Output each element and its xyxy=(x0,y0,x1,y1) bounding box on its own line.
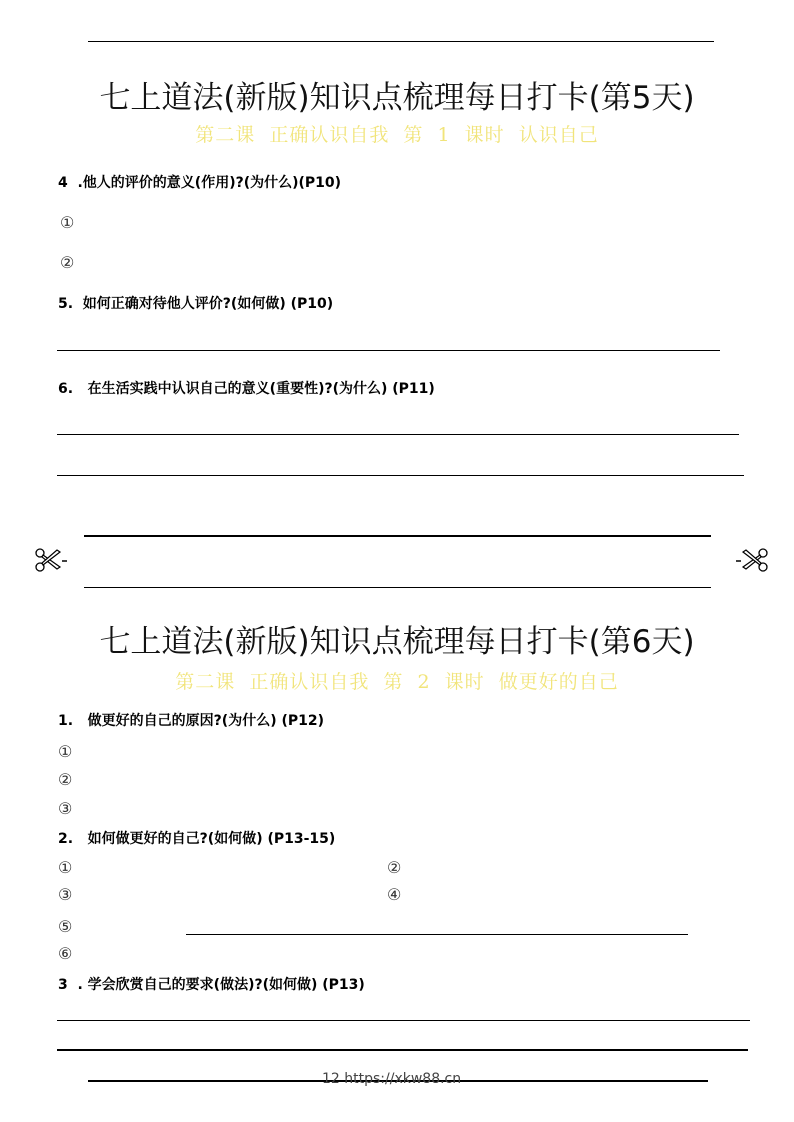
day6-subtitle: 第二课 正确认识自我 第 2 课时 做更好的自己 xyxy=(175,671,619,693)
day5-question-5: 5. 如何正确对待他人评价?(如何做) (P10) xyxy=(58,296,334,312)
day6-q1-item-1: ① xyxy=(58,742,73,761)
answer-line[interactable] xyxy=(186,934,688,935)
day6-title: 七上道法(新版)知识点梳理每日打卡(第6天) xyxy=(99,624,695,660)
day6-question-3: 3 . 学会欣赏自己的要求(做法)?(如何做) (P13) xyxy=(58,977,365,993)
day5-title: 七上道法(新版)知识点梳理每日打卡(第5天) xyxy=(99,80,695,116)
day6-q2-item-5: ⑤ xyxy=(58,917,73,936)
day6-q1-item-2: ② xyxy=(58,770,73,789)
answer-line[interactable] xyxy=(57,475,744,476)
day6-q2-item-1: ① xyxy=(58,858,73,877)
day6-q1-item-3: ③ xyxy=(58,799,73,818)
day6-q2-item-3: ③ xyxy=(58,885,73,904)
top-rule xyxy=(88,41,714,42)
cut-line-bottom xyxy=(84,587,711,588)
scissors-icon xyxy=(34,545,68,575)
answer-line[interactable] xyxy=(57,434,739,435)
answer-line[interactable] xyxy=(57,350,720,351)
day5-question-6: 6. 在生活实践中认识自己的意义(重要性)?(为什么) (P11) xyxy=(58,381,435,397)
day6-q2-item-6: ⑥ xyxy=(58,944,73,963)
day6-question-1: 1. 做更好的自己的原因?(为什么) (P12) xyxy=(58,713,325,729)
day5-question-4: 4 .他人的评价的意义(作用)?(为什么)(P10) xyxy=(58,175,342,191)
day6-q2-item-4: ④ xyxy=(387,885,402,904)
answer-line[interactable] xyxy=(57,1020,750,1021)
day5-q4-item-2: ② xyxy=(60,253,75,272)
page-footer: 12 https://xkw88.cn xyxy=(322,1071,462,1087)
answer-line[interactable] xyxy=(57,1049,748,1051)
day5-q4-item-1: ① xyxy=(60,213,75,232)
scissors-icon xyxy=(735,545,769,575)
cut-line-top xyxy=(84,535,711,537)
day6-q2-item-2: ② xyxy=(387,858,402,877)
day5-subtitle: 第二课 正确认识自我 第 1 课时 认识自己 xyxy=(195,124,599,146)
day6-question-2: 2. 如何做更好的自己?(如何做) (P13-15) xyxy=(58,831,336,847)
